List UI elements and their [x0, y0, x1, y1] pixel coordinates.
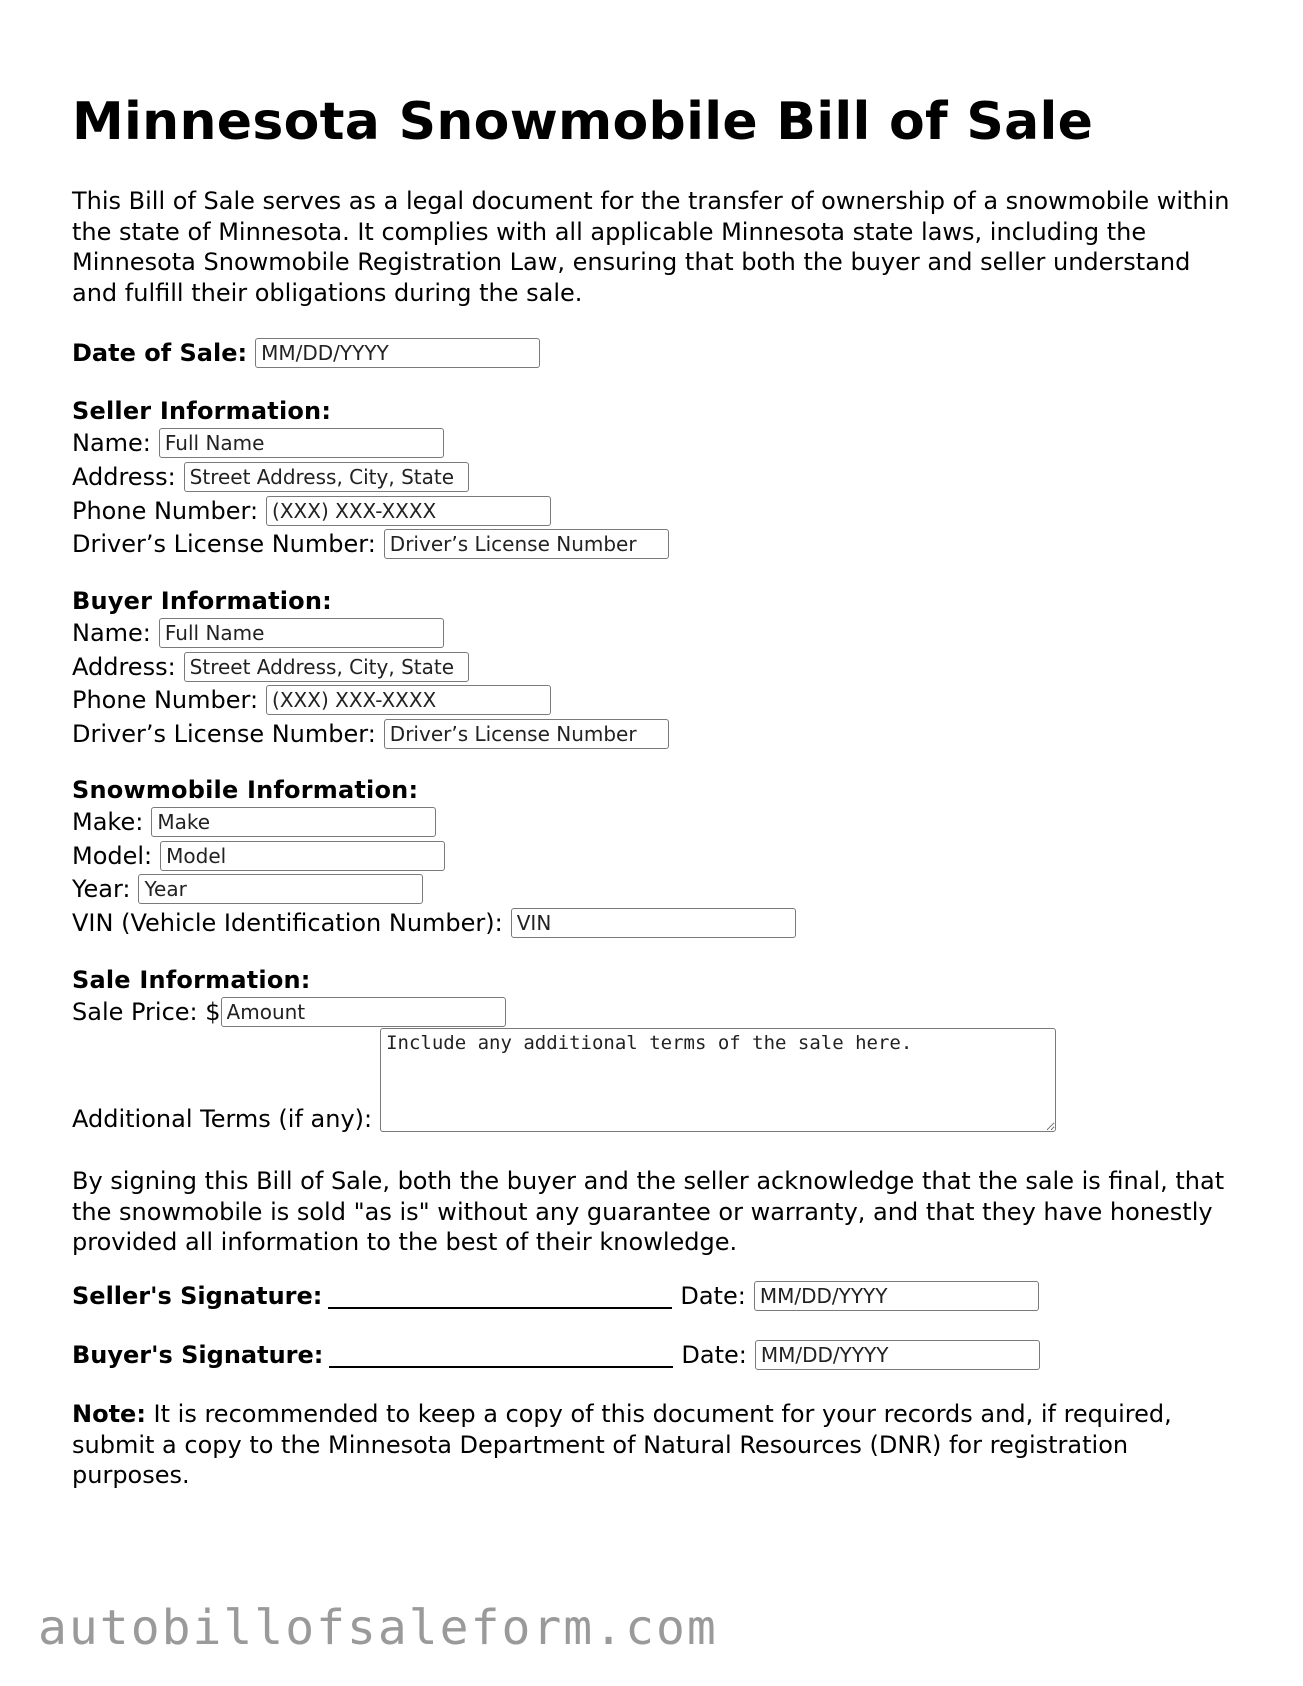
snowmobile-make-row [72, 805, 436, 839]
snowmobile-model-input[interactable] [160, 841, 445, 871]
seller-phone-input[interactable] [266, 496, 551, 526]
sale-price-row [72, 995, 506, 1029]
sale-heading: Sale Information: [72, 966, 311, 994]
seller-phone-row [72, 494, 551, 528]
snowmobile-model-label: Model: [72, 842, 153, 870]
additional-terms-row [72, 1028, 1056, 1132]
buyer-license-label: Driver’s License Number: [72, 720, 376, 748]
buyer-address-label: Address: [72, 653, 176, 681]
snowmobile-year-input[interactable] [138, 874, 423, 904]
snowmobile-year-row [72, 872, 423, 906]
watermark: autobillofsaleform.com [38, 1600, 718, 1656]
seller-address-input[interactable] [184, 462, 469, 492]
buyer-name-row [72, 616, 444, 650]
buyer-phone-label: Phone Number: [72, 686, 259, 714]
date-of-sale-input[interactable] [255, 338, 540, 368]
seller-address-label: Address: [72, 463, 176, 491]
buyer-signature-label: Buyer's Signature: [72, 1341, 324, 1369]
note-label: Note: [72, 1400, 146, 1428]
snowmobile-vin-row [72, 906, 796, 940]
buyer-signature-row [72, 1338, 1040, 1372]
seller-name-input[interactable] [159, 428, 444, 458]
buyer-address-row [72, 650, 469, 684]
snowmobile-vin-label: VIN (Vehicle Identification Number): [72, 909, 503, 937]
buyer-license-input[interactable] [384, 719, 669, 749]
buyer-license-row [72, 717, 669, 751]
seller-signature-label: Seller's Signature: [72, 1282, 323, 1310]
buyer-date-input[interactable] [755, 1340, 1040, 1370]
date-of-sale-label: Date of Sale: [72, 339, 248, 367]
sale-price-label: Sale Price: $ [72, 998, 221, 1026]
seller-address-row [72, 460, 469, 494]
seller-phone-label: Phone Number: [72, 497, 259, 525]
note-text: It is recommended to keep a copy of this document for your records and, if required, submit a copy to the Minnesota Department of Natural Resources (DNR) for registration purposes. [72, 1400, 1172, 1489]
seller-name-label: Name: [72, 429, 151, 457]
snowmobile-heading: Snowmobile Information: [72, 776, 419, 804]
seller-name-row [72, 426, 444, 460]
intro-paragraph: This Bill of Sale serves as a legal document for the transfer of ownership of a snowmobile within the state of Minnesota. It complies with all applicable Minnesota state laws, including the Minnesota Snowmobile Registration Law, ensuring that both the buyer and seller understand and fulfill their obligations during the sale. [72, 187, 1230, 307]
buyer-name-label: Name: [72, 619, 151, 647]
seller-signature-line[interactable] [328, 1285, 672, 1309]
buyer-signature-line[interactable] [329, 1344, 673, 1368]
seller-license-row [72, 527, 669, 561]
buyer-name-input[interactable] [159, 618, 444, 648]
buyer-date-label: Date: [681, 1341, 747, 1369]
buyer-phone-row [72, 683, 551, 717]
seller-license-label: Driver’s License Number: [72, 530, 376, 558]
acknowledgement-paragraph: By signing this Bill of Sale, both the buyer and the seller acknowledge that the sale is final, that the snowmobile is sold "as is" without any guarantee or warranty, and that they have honestly provided all information to the best of their knowledge. [72, 1167, 1225, 1256]
note-paragraph [72, 1399, 1232, 1491]
buyer-heading: Buyer Information: [72, 587, 332, 615]
seller-date-input[interactable] [754, 1281, 1039, 1311]
buyer-address-input[interactable] [184, 652, 469, 682]
page-title: Minnesota Snowmobile Bill of Sale [72, 92, 1094, 152]
snowmobile-model-row [72, 839, 445, 873]
seller-date-label: Date: [680, 1282, 746, 1310]
snowmobile-year-label: Year: [72, 875, 131, 903]
snowmobile-make-input[interactable] [151, 807, 436, 837]
additional-terms-label: Additional Terms (if any): [72, 1105, 373, 1133]
buyer-phone-input[interactable] [266, 685, 551, 715]
seller-license-input[interactable] [384, 529, 669, 559]
date-of-sale-row [72, 336, 540, 370]
sale-price-input[interactable] [221, 997, 506, 1027]
additional-terms-textarea[interactable] [380, 1028, 1056, 1132]
snowmobile-make-label: Make: [72, 808, 144, 836]
snowmobile-vin-input[interactable] [511, 908, 796, 938]
seller-heading: Seller Information: [72, 397, 332, 425]
seller-signature-row [72, 1279, 1039, 1313]
